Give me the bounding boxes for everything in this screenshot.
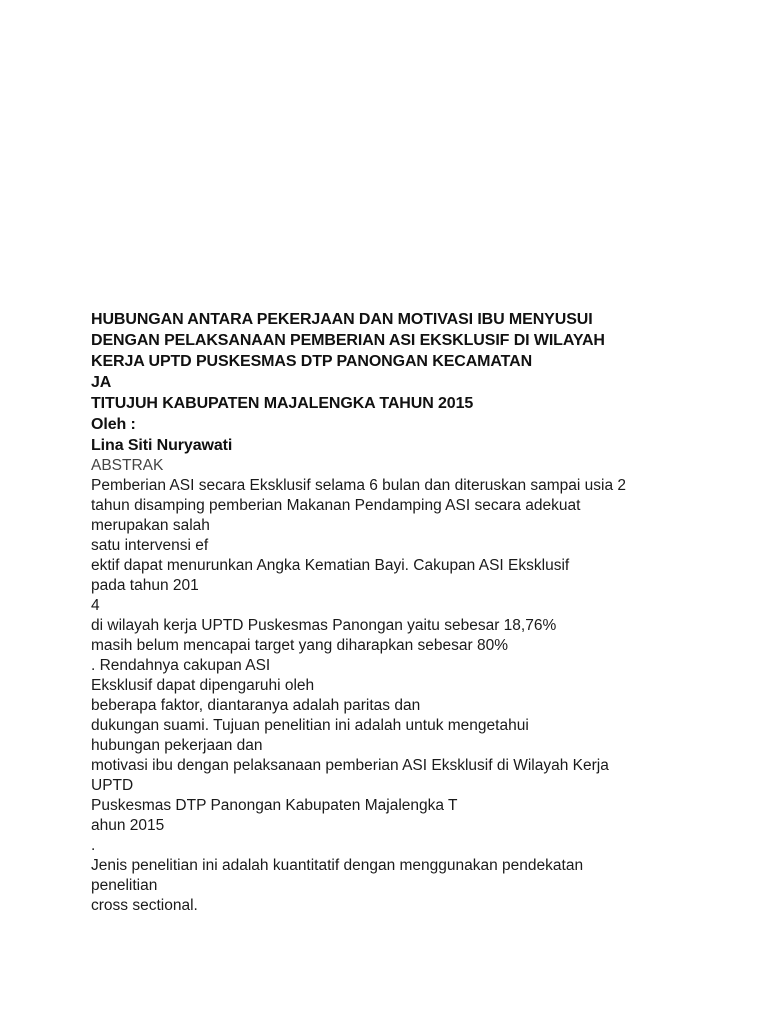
abstract-line: Pemberian ASI secara Eksklusif selama 6 bulan dan diteruskan sampai usia 2: [91, 477, 627, 494]
title-line: TITUJUH KABUPATEN MAJALENGKA TAHUN 2015: [91, 395, 474, 412]
abstract-body: [91, 476, 731, 916]
abstract-line: 4: [91, 597, 100, 614]
abstract-line: .: [91, 837, 96, 854]
abstract-line: pada tahun 201: [91, 577, 199, 594]
abstract-heading: ABSTRAK: [91, 457, 164, 474]
abstract-line: ahun 2015: [91, 817, 165, 834]
abstract-line: beberapa faktor, diantaranya adalah paritas dan: [91, 697, 421, 714]
abstract-line: di wilayah kerja UPTD Puskesmas Panongan yaitu sebesar 18,76%: [91, 617, 557, 634]
abstract-line: dukungan suami. Tujuan penelitian ini adalah untuk mengetahui: [91, 717, 529, 734]
abstract-line: tahun disamping pemberian Makanan Pendamping ASI secara adekuat: [91, 497, 581, 514]
by-label: Oleh :: [91, 416, 136, 433]
abstract-line: masih belum mencapai target yang diharapkan sebesar 80%: [91, 637, 509, 654]
abstract-line: merupakan salah: [91, 517, 210, 534]
abstract-line: Eksklusif dapat dipengaruhi oleh: [91, 677, 315, 694]
abstract-line: Jenis penelitian ini adalah kuantitatif dengan menggunakan pendekatan: [91, 857, 584, 874]
abstract-line: cross sectional.: [91, 897, 198, 914]
abstract-line: hubungan pekerjaan dan: [91, 737, 263, 754]
author-name: Lina Siti Nuryawati: [91, 437, 233, 454]
document-title: [91, 309, 731, 414]
title-line: JA: [91, 374, 112, 391]
abstract-line: . Rendahnya cakupan ASI: [91, 657, 271, 674]
abstract-line: penelitian: [91, 877, 158, 894]
abstract-line: ektif dapat menurunkan Angka Kematian Bayi. Cakupan ASI Eksklusif: [91, 557, 570, 574]
title-line: DENGAN PELAKSANAAN PEMBERIAN ASI EKSKLUSIF DI WILAYAH: [91, 332, 605, 349]
title-line: KERJA UPTD PUSKESMAS DTP PANONGAN KECAMATAN: [91, 353, 533, 370]
title-line: HUBUNGAN ANTARA PEKERJAAN DAN MOTIVASI IBU MENYUSUI: [91, 311, 593, 328]
document-page: [91, 309, 731, 916]
abstract-line: satu intervensi ef: [91, 537, 209, 554]
abstract-line: motivasi ibu dengan pelaksanaan pemberian ASI Eksklusif di Wilayah Kerja: [91, 757, 609, 774]
abstract-line: Puskesmas DTP Panongan Kabupaten Majalengka T: [91, 797, 458, 814]
abstract-line: UPTD: [91, 777, 134, 794]
